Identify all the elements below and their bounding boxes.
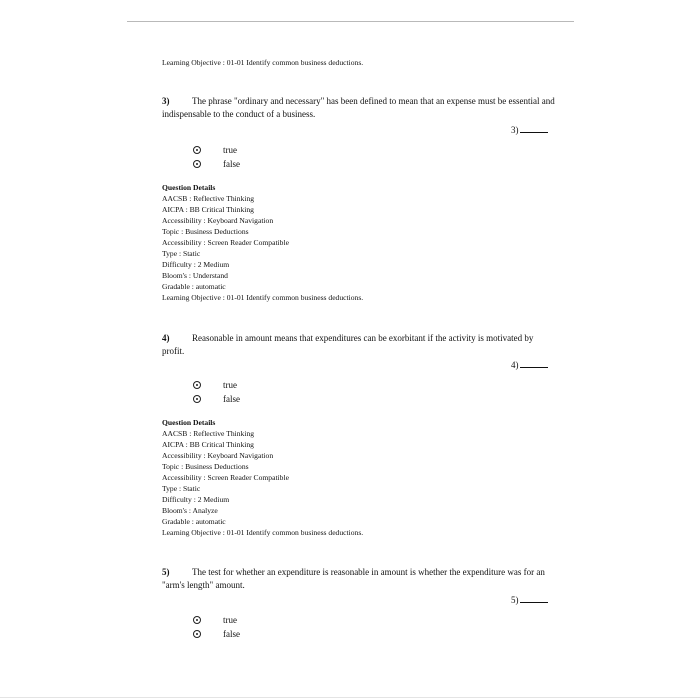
detail-line: AACSB : Reflective Thinking — [162, 194, 255, 203]
option-false[interactable] — [193, 394, 240, 404]
answer-blank-4[interactable] — [511, 359, 548, 370]
blank-label: 5) — [511, 595, 519, 605]
option-label: false — [223, 159, 240, 169]
question-number: 5) — [162, 567, 170, 577]
detail-line: AACSB : Reflective Thinking — [162, 429, 255, 438]
radio-icon[interactable] — [193, 616, 201, 624]
detail-line: Accessibility : Keyboard Navigation — [162, 216, 274, 225]
question-5-text — [162, 566, 557, 592]
detail-line: Type : Static — [162, 249, 201, 258]
question-number: 4) — [162, 333, 170, 343]
option-label: true — [223, 615, 237, 625]
question-details — [162, 417, 363, 538]
detail-line: Accessibility : Screen Reader Compatible — [162, 238, 289, 247]
option-true[interactable] — [193, 615, 237, 625]
detail-line: Topic : Business Deductions — [162, 462, 249, 471]
radio-icon[interactable] — [193, 381, 201, 389]
detail-line: Accessibility : Screen Reader Compatible — [162, 473, 289, 482]
detail-line: Gradable : automatic — [162, 282, 226, 291]
question-3-text — [162, 95, 557, 121]
detail-line: Accessibility : Keyboard Navigation — [162, 451, 274, 460]
option-false[interactable] — [193, 629, 240, 639]
detail-line: Gradable : automatic — [162, 517, 226, 526]
radio-icon[interactable] — [193, 160, 201, 168]
option-label: false — [223, 394, 240, 404]
detail-line: Bloom's : Understand — [162, 271, 228, 280]
detail-line: Learning Objective : 01-01 Identify common business deductions. — [162, 293, 364, 302]
question-4-text — [162, 332, 557, 358]
page-bottom-edge — [0, 697, 700, 698]
details-title: Question Details — [162, 418, 216, 427]
option-label: false — [223, 629, 240, 639]
question-body: Reasonable in amount means that expenditures can be exorbitant if the activity is motivated by profit. — [162, 333, 534, 356]
radio-icon[interactable] — [193, 630, 201, 638]
question-number: 3) — [162, 96, 170, 106]
blank-line — [520, 124, 548, 133]
question-body: The phrase "ordinary and necessary" has been defined to mean that an expense must be essential and indispensable to the conduct of a business. — [162, 96, 555, 119]
blank-label: 4) — [511, 360, 519, 370]
option-label: true — [223, 380, 237, 390]
top-divider — [127, 21, 574, 22]
detail-line: Difficulty : 2 Medium — [162, 260, 230, 269]
detail-line: AICPA : BB Critical Thinking — [162, 440, 254, 449]
detail-line: Bloom's : Analyze — [162, 506, 218, 515]
detail-line: Difficulty : 2 Medium — [162, 495, 230, 504]
radio-icon[interactable] — [193, 395, 201, 403]
blank-line — [520, 594, 548, 603]
blank-label: 3) — [511, 125, 519, 135]
option-true[interactable] — [193, 380, 237, 390]
question-body: The test for whether an expenditure is reasonable in amount is whether the expenditure was for an "arm's length" amount. — [162, 567, 545, 590]
blank-line — [520, 359, 548, 368]
option-label: true — [223, 145, 237, 155]
detail-line: Learning Objective : 01-01 Identify common business deductions. — [162, 528, 364, 537]
option-false[interactable] — [193, 159, 240, 169]
answer-blank-3[interactable] — [511, 124, 548, 135]
answer-blank-5[interactable] — [511, 594, 548, 605]
detail-line: AICPA : BB Critical Thinking — [162, 205, 254, 214]
learning-objective: Learning Objective : 01-01 Identify common business deductions. — [162, 58, 364, 67]
radio-icon[interactable] — [193, 146, 201, 154]
question-details — [162, 182, 363, 303]
option-true[interactable] — [193, 145, 237, 155]
details-title: Question Details — [162, 183, 216, 192]
detail-line: Topic : Business Deductions — [162, 227, 249, 236]
detail-line: Type : Static — [162, 484, 201, 493]
